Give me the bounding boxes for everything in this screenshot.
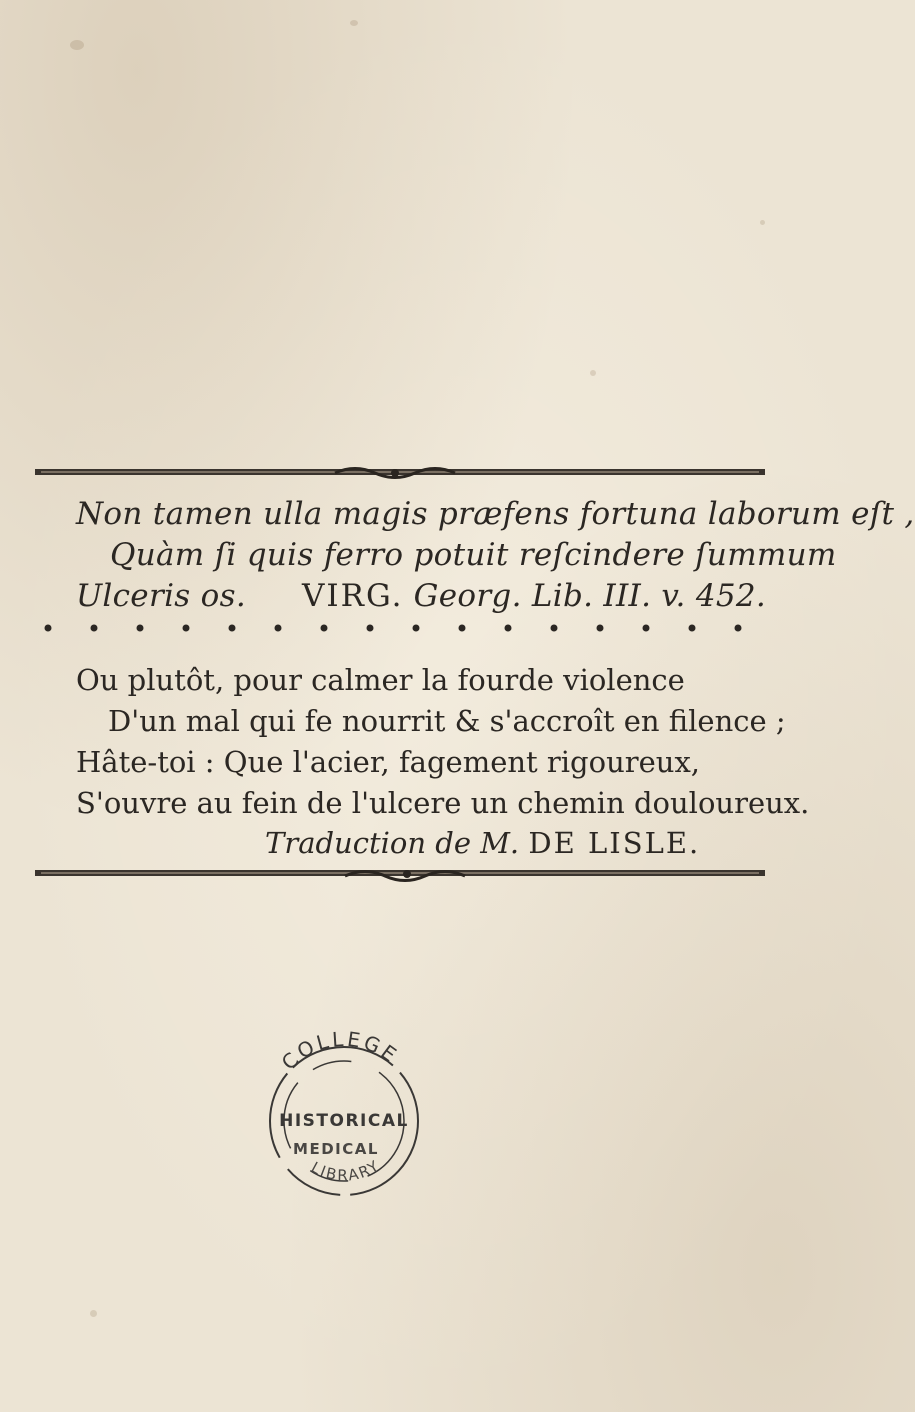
stamp-line-2: MEDICAL bbox=[293, 1140, 379, 1158]
paper-foxing-spot bbox=[350, 20, 358, 26]
latin-line-3-text: Ulceris os. bbox=[76, 578, 246, 614]
latin-attribution-author: VIRG. bbox=[301, 578, 404, 614]
translation-credit-name: DE LISLE. bbox=[528, 826, 701, 860]
ornamental-rule-top bbox=[35, 466, 765, 480]
translation-credit-prefix: Traduction de M. bbox=[265, 826, 520, 860]
latin-line-1: Non tamen ulla magis præfens fortuna laborum eſt , bbox=[76, 496, 915, 532]
paper-foxing-spot bbox=[90, 1310, 97, 1317]
paper-foxing-spot bbox=[70, 40, 84, 50]
stamp-line-1: HISTORICAL bbox=[279, 1111, 409, 1131]
paper-foxing-spot bbox=[590, 370, 596, 376]
dotted-separator bbox=[38, 616, 764, 640]
translation-line-3: Hâte-toi : Que l'acier, fagement rigoureux, bbox=[76, 745, 701, 779]
latin-line-3 bbox=[76, 578, 766, 614]
translation-credit bbox=[265, 826, 700, 860]
ornamental-rule-bottom bbox=[35, 867, 765, 881]
library-stamp bbox=[244, 1016, 434, 1206]
paper-foxing-spot bbox=[760, 220, 765, 225]
translation-line-2: D'un mal qui fe nourrit & s'accroît en filence ; bbox=[108, 704, 786, 738]
stamp-bottom-text: LIBRARY bbox=[308, 1156, 384, 1185]
translation-line-4: S'ouvre au fein de l'ulcere un chemin douloureux. bbox=[76, 786, 810, 820]
translation-line-1: Ou plutôt, pour calmer la fourde violence bbox=[76, 663, 685, 697]
stamp-top-text: COLLEGE bbox=[276, 1026, 404, 1075]
latin-attribution-source: Georg. Lib. III. v. 452. bbox=[413, 578, 767, 614]
latin-line-2: Quàm ſi quis ferro potuit reſcindere ſummum bbox=[110, 537, 837, 573]
